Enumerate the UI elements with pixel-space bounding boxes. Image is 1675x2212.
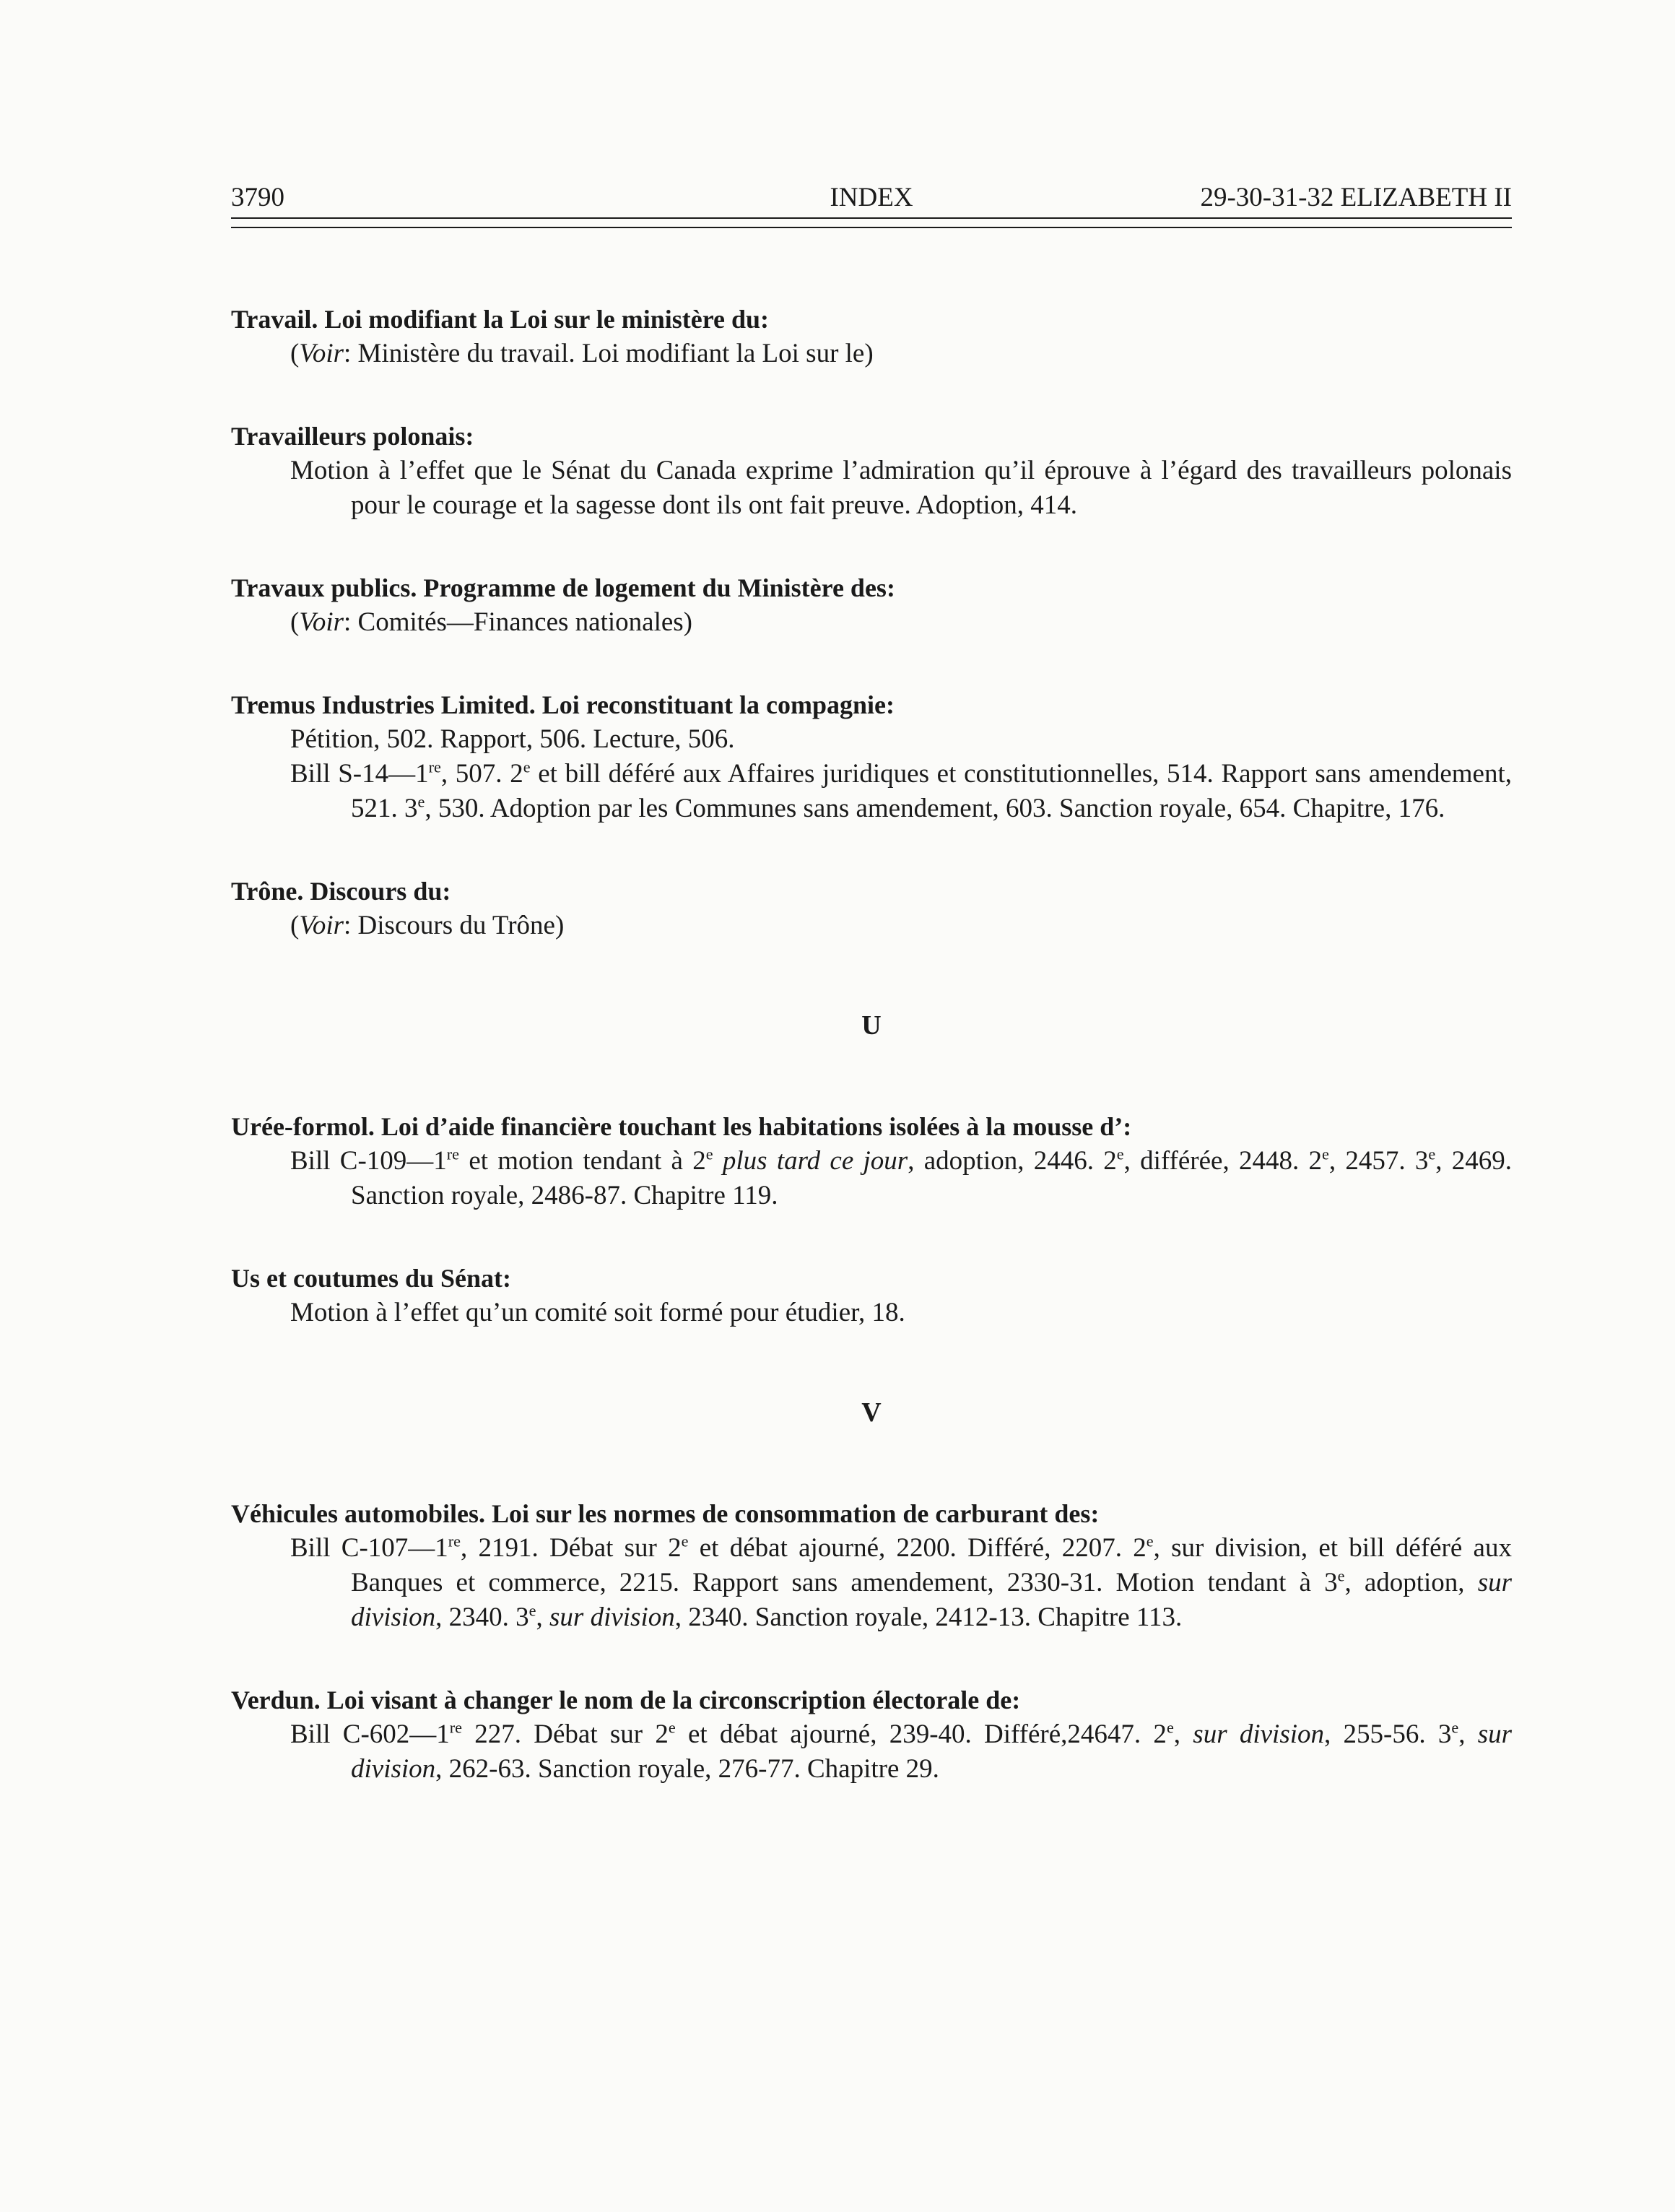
- section-letter-v: V: [861, 1397, 882, 1428]
- entry-line: Motion à l’effet qu’un comité soit formé pour étudier, 18.: [290, 1298, 905, 1327]
- entry-heading: Tremus Industries Limited. Loi reconstituant la compagnie:: [231, 690, 895, 719]
- bill-history: Bill C-107—1re, 2191. Débat sur 2e et débat ajourné, 2200. Différé, 2207. 2e, sur division, et bill déféré aux Banques et commerce, 2215. Rapport sans amendement, 2330-31. Motion tendant à 3e, adoption, sur division, 2340. 3e, sur division, 2340. Sanction royale, 2412-13. Chapitre 113.: [290, 1532, 1512, 1632]
- entry-body: [231, 1296, 1512, 1330]
- index-entry: [231, 1496, 1512, 1635]
- see-label: Voir: [299, 911, 344, 940]
- index-entry: [231, 302, 1512, 371]
- index-entry: [231, 571, 1512, 640]
- entry-heading: Travail. Loi modifiant la Loi sur le ministère du:: [231, 305, 770, 334]
- entry-heading: Travailleurs polonais:: [231, 422, 474, 451]
- running-header: [231, 179, 1512, 217]
- bill-history: Bill S-14—1re, 507. 2e et bill déféré aux Affaires juridiques et constitutionnelles, 514. Rapport sans amendement, 521. 3e, 530. Adoption par les Communes sans amendement, 603. Sanction royale, 654. Chapitre, 176.: [290, 758, 1513, 823]
- entry-body: [231, 1531, 1512, 1635]
- entry-line: Motion à l’effet que le Sénat du Canada exprime l’admiration qu’il éprouve à l’égard des travailleurs polonais pour le courage et la sagesse dont ils ont fait preuve. Adoption, 414.: [290, 456, 1512, 520]
- see-reference: (Voir: Comités—Finances nationales): [290, 607, 692, 637]
- page-title: INDEX: [830, 183, 913, 212]
- see-reference: (Voir: Discours du Trône): [290, 911, 565, 940]
- entry-heading: Urée-formol. Loi d’aide financière touchant les habitations isolées à la mousse d’:: [231, 1112, 1132, 1141]
- entry-heading: Travaux publics. Programme de logement du Ministère des:: [231, 573, 895, 602]
- entry-body: [231, 908, 1512, 943]
- index-entry: [231, 1109, 1512, 1213]
- index-entry: [231, 419, 1512, 523]
- entry-body: [231, 1717, 1512, 1787]
- entry-body: [231, 454, 1512, 523]
- entry-body: [231, 722, 1512, 826]
- index-entry: [231, 1261, 1512, 1330]
- entry-heading: Us et coutumes du Sénat:: [231, 1264, 512, 1293]
- page-number: 3790: [231, 183, 284, 212]
- header-rule-bottom: [231, 227, 1512, 228]
- see-reference: (Voir: Ministère du travail. Loi modifiant la Loi sur le): [290, 339, 874, 368]
- entry-line: Pétition, 502. Rapport, 506. Lecture, 506.: [290, 724, 735, 754]
- header-rule-top: [231, 217, 1512, 219]
- index-entries: [231, 302, 1512, 1787]
- index-entry: [231, 688, 1512, 826]
- entry-heading: Trône. Discours du:: [231, 877, 451, 906]
- entry-body: [231, 605, 1512, 640]
- bill-history: Bill C-602—1re 227. Débat sur 2e et débat ajourné, 239-40. Différé,24647. 2e, sur division, 255-56. 3e, sur division, 262-63. Sanction royale, 276-77. Chapitre 29.: [290, 1718, 1513, 1784]
- entry-heading: Véhicules automobiles. Loi sur les normes de consommation de carburant des:: [231, 1499, 1100, 1528]
- entry-body: [231, 1144, 1512, 1213]
- section-letter-u: U: [861, 1010, 882, 1041]
- entry-body: [231, 337, 1512, 371]
- index-entry: [231, 1683, 1512, 1787]
- regnal-years: 29-30-31-32 ELIZABETH II: [1200, 183, 1512, 212]
- see-label: Voir: [299, 607, 344, 637]
- index-entry: [231, 874, 1512, 943]
- entry-heading: Verdun. Loi visant à changer le nom de la circonscription électorale de:: [231, 1686, 1021, 1714]
- see-label: Voir: [299, 339, 344, 368]
- bill-history: Bill C-109—1re et motion tendant à 2e plus tard ce jour, adoption, 2446. 2e, différée, 2448. 2e, 2457. 3e, 2469. Sanction royale, 2486-87. Chapitre 119.: [290, 1145, 1513, 1210]
